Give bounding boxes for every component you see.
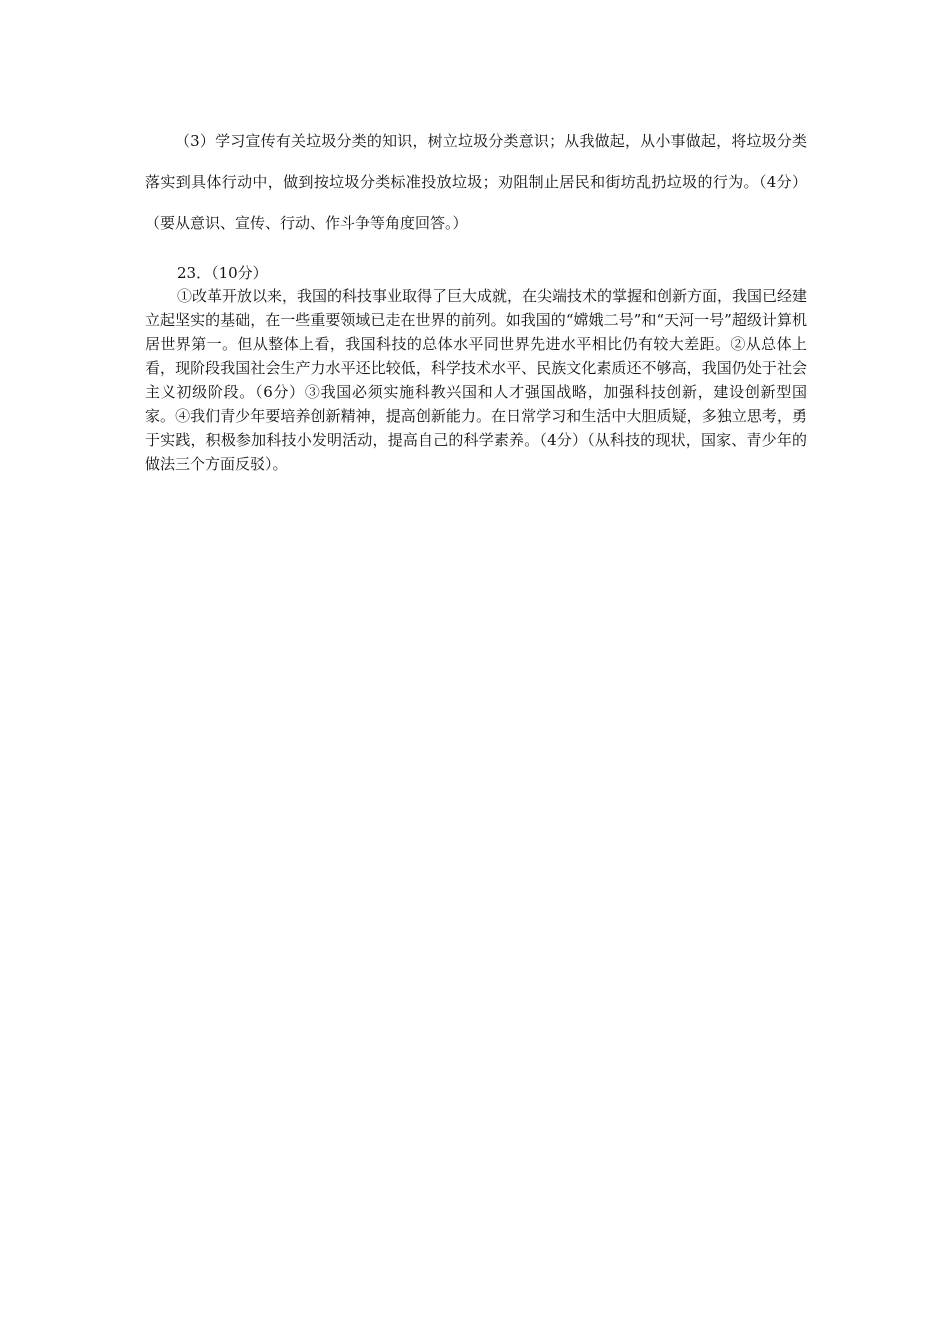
- question-23-heading: 23．（10分）: [177, 264, 268, 282]
- question-23-answer: ①改革开放以来，我国的科技事业取得了巨大成就，在尖端技术的掌握和创新方面，我国已经建立起坚实的基础，在一些重要领域已走在世界的前列。如我国的“嫦娥二号”和“天河一号”超级计算机居世界第一。但从整体上看，我国科技的总体水平同世界先进水平相比仍有较大差距。②从总体上看，现阶段我国社会生产力水平还比较低，科学技术水平、民族文化素质还不够高，我国仍处于社会主义初级阶段。（6分）③我国必须实施科教兴国和人才强国战略，加强科技创新，建设创新型国家。④我们青少年要培养创新精神，提高创新能力。在日常学习和生活中大胆质疑，多独立思考，勇于实践，积极参加科技小发明活动，提高自己的科学素养。（4分）（从科技的现状，国家、青少年的做法三个方面反驳）。: [145, 287, 808, 473]
- answer-part-3: （3）学习宣传有关垃圾分类的知识，树立垃圾分类意识；从我做起，从小事做起，将垃圾分类落实到具体行动中，做到按垃圾分类标准投放垃圾；劝阻制止居民和街坊乱扔垃圾的行为。（4分）（要从意识、宣传、行动、作斗争等角度回答。）: [145, 132, 807, 232]
